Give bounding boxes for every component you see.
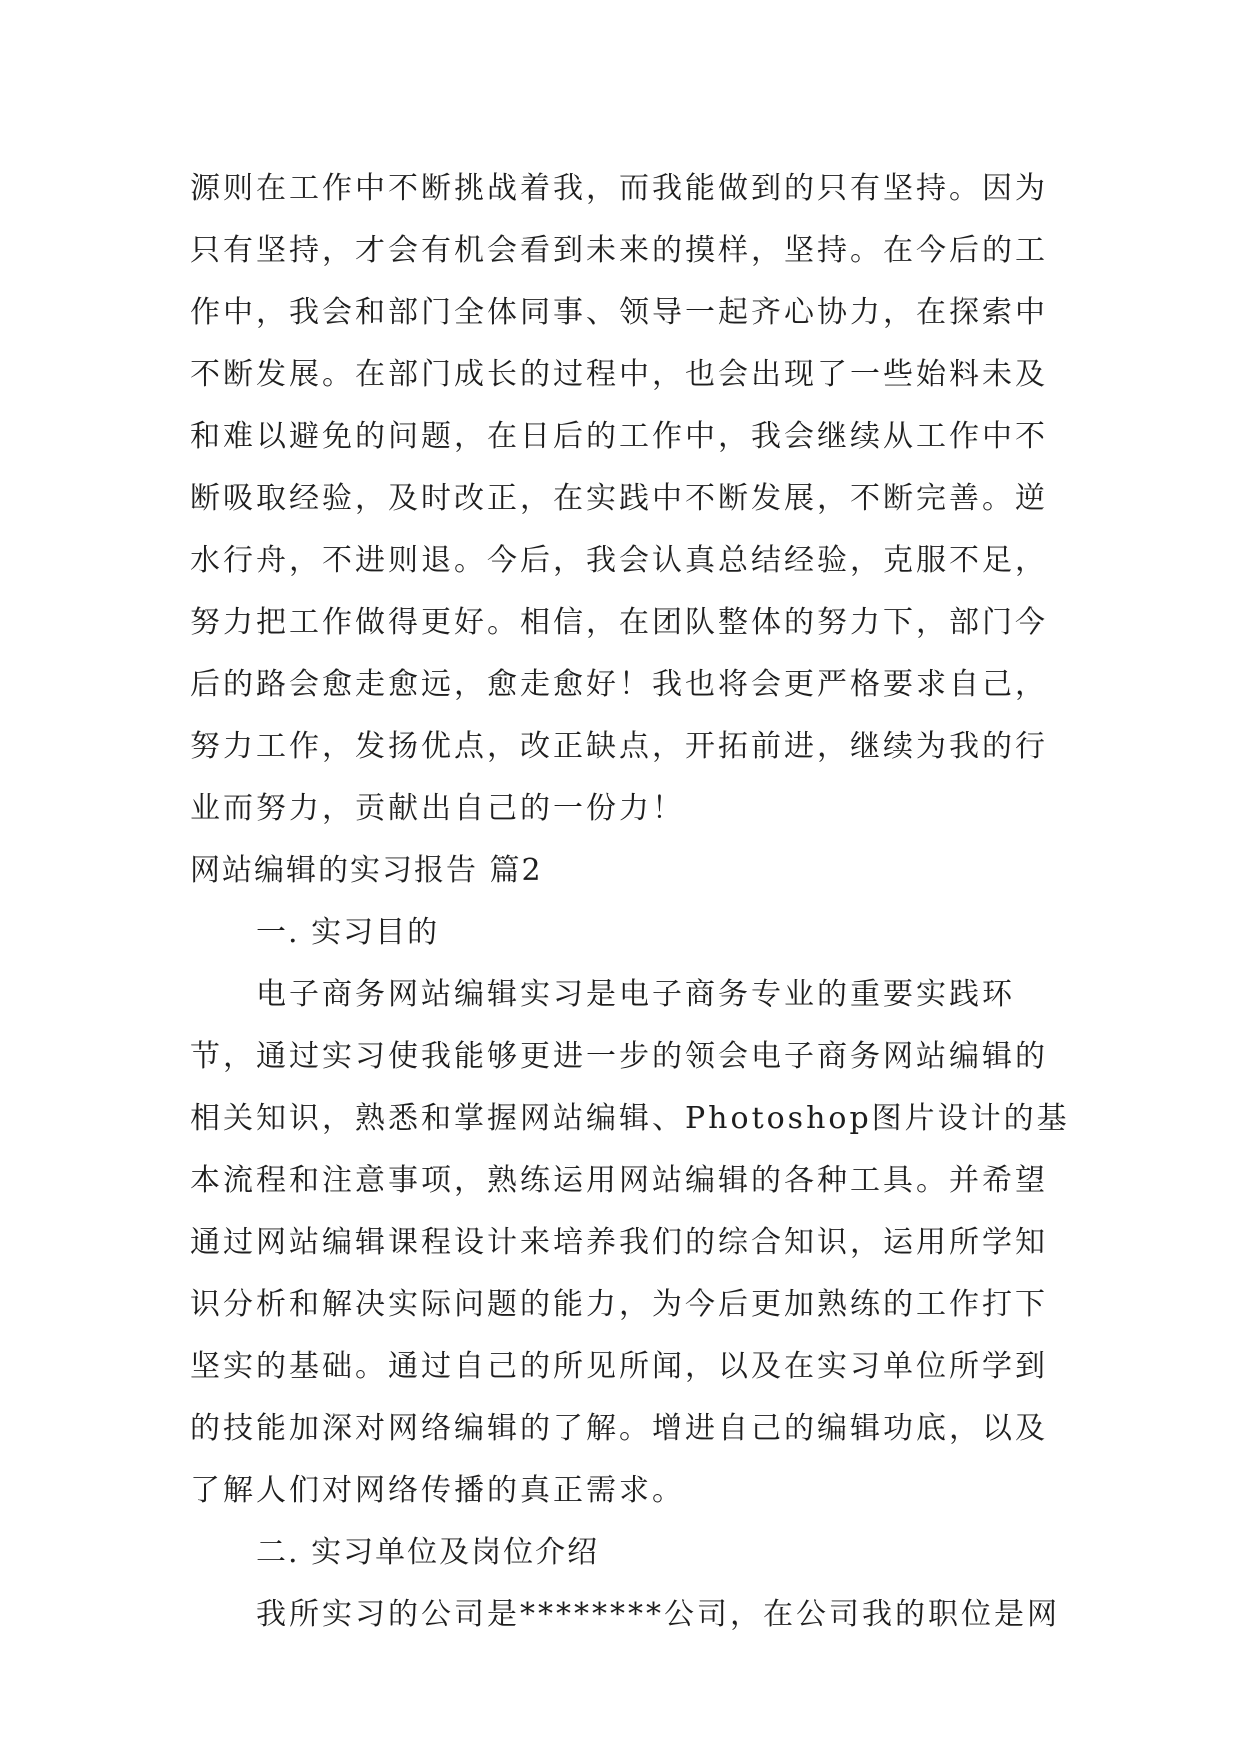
subsection-heading: 一. 实习目的	[256, 915, 440, 950]
paragraph-line: 电子商务网站编辑实习是电子商务专业的重要实践环	[256, 977, 1015, 1012]
paragraph-line: 业而努力，贡献出自己的一份力！	[190, 791, 685, 826]
paragraph-line: 和难以避免的问题，在日后的工作中，我会继续从工作中不	[190, 419, 1048, 454]
paragraph-line: 后的路会愈走愈远，愈走愈好！我也将会更严格要求自己，	[190, 667, 1048, 702]
paragraph-line: 识分析和解决实际问题的能力，为今后更加熟练的工作打下	[190, 1287, 1048, 1322]
paragraph-line: 相关知识，熟悉和掌握网站编辑、Photoshop图片设计的基	[190, 1101, 1070, 1136]
paragraph-line: 努力把工作做得更好。相信，在团队整体的努力下，部门今	[190, 605, 1048, 640]
paragraph-line: 本流程和注意事项，熟练运用网站编辑的各种工具。并希望	[190, 1163, 1048, 1198]
paragraph-line: 通过网站编辑课程设计来培养我们的综合知识，运用所学知	[190, 1225, 1048, 1260]
subsection-heading: 二. 实习单位及岗位介绍	[256, 1535, 600, 1570]
paragraph-line: 节，通过实习使我能够更进一步的领会电子商务网站编辑的	[190, 1039, 1048, 1074]
paragraph-line: 坚实的基础。通过自己的所见所闻，以及在实习单位所学到	[190, 1349, 1048, 1384]
paragraph-line: 努力工作，发扬优点，改正缺点，开拓前进，继续为我的行	[190, 729, 1048, 764]
paragraph-line: 只有坚持，才会有机会看到未来的摸样，坚持。在今后的工	[190, 233, 1048, 268]
paragraph-line: 我所实习的公司是********公司，在公司我的职位是网	[256, 1597, 1060, 1632]
paragraph-line: 源则在工作中不断挑战着我，而我能做到的只有坚持。因为	[190, 171, 1048, 206]
paragraph-line: 了解人们对网络传播的真正需求。	[190, 1473, 685, 1508]
section-title: 网站编辑的实习报告 篇2	[190, 853, 543, 888]
document-body	[190, 158, 1070, 1646]
paragraph-line: 不断发展。在部门成长的过程中，也会出现了一些始料未及	[190, 357, 1048, 392]
paragraph-line: 水行舟，不进则退。今后，我会认真总结经验，克服不足，	[190, 543, 1048, 578]
paragraph-line: 的技能加深对网络编辑的了解。增进自己的编辑功底，以及	[190, 1411, 1048, 1446]
paragraph-line: 作中，我会和部门全体同事、领导一起齐心协力，在探索中	[190, 295, 1048, 330]
paragraph-line: 断吸取经验，及时改正，在实践中不断发展，不断完善。逆	[190, 481, 1048, 516]
